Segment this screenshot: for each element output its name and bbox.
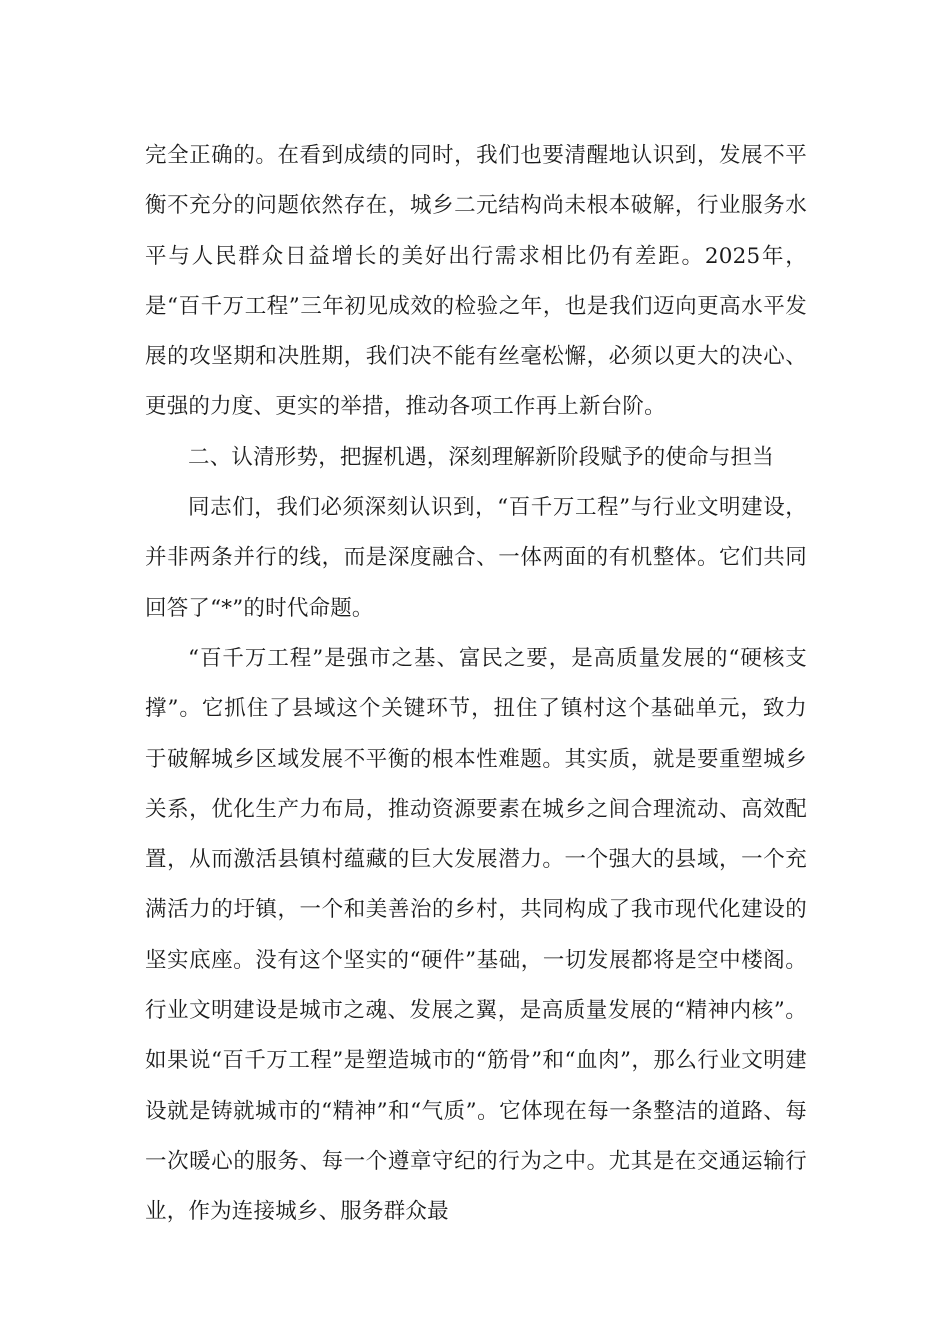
paragraph-3: “百千万工程”是强市之基、富民之要，是高质量发展的“硬核支撑”。它抓住了县域这个关键环节，扭住了镇村这个基础单元，致力于破解城乡区域发展不平衡的根本性难题。其实质，就是要重塑城乡关系，优化生产力布局，推动资源要素在城乡之间合理流动、高效配置，从而激活县镇村蕴藏的巨大发展潜力。一个强大的县域，一个充满活力的圩镇，一个和美善治的乡村，共同构成了我市现代化建设的坚实底座。没有这个坚实的“硬件”基础，一切发展都将是空中楼阁。行业文明建设是城市之魂、发展之翼，是高质量发展的“精神内核”。如果说“百千万工程”是塑造城市的“筋骨”和“血肉”，那么行业文明建设就是铸就城市的“精神”和“气质”。它体现在每一条整洁的道路、每一次暖心的服务、每一个遵章守纪的行为之中。尤其是在交通运输行业，作为连接城乡、服务群众最: [145, 645, 807, 1225]
paragraph-2: 同志们，我们必须深刻认识到，“百千万工程”与行业文明建设，并非两条并行的线，而是深度融合、一体两面的有机整体。它们共同回答了“*”的时代命题。: [145, 495, 807, 621]
paragraph-1: 完全正确的。在看到成绩的同时，我们也要清醒地认识到，发展不平衡不充分的问题依然存在，城乡二元结构尚未根本破解，行业服务水平与人民群众日益增长的美好出行需求相比仍有差距。2025年，是“百千万工程”三年初见成效的检验之年，也是我们迈向更高水平发展的攻坚期和决胜期，我们决不能有丝毫松懈，必须以更大的决心、更强的力度、更实的举措，推动各项工作再上新台阶。: [145, 143, 807, 420]
section-heading: 二、认清形势，把握机遇，深刻理解新阶段赋予的使命与担当: [188, 444, 774, 470]
document-body: [145, 131, 807, 1238]
